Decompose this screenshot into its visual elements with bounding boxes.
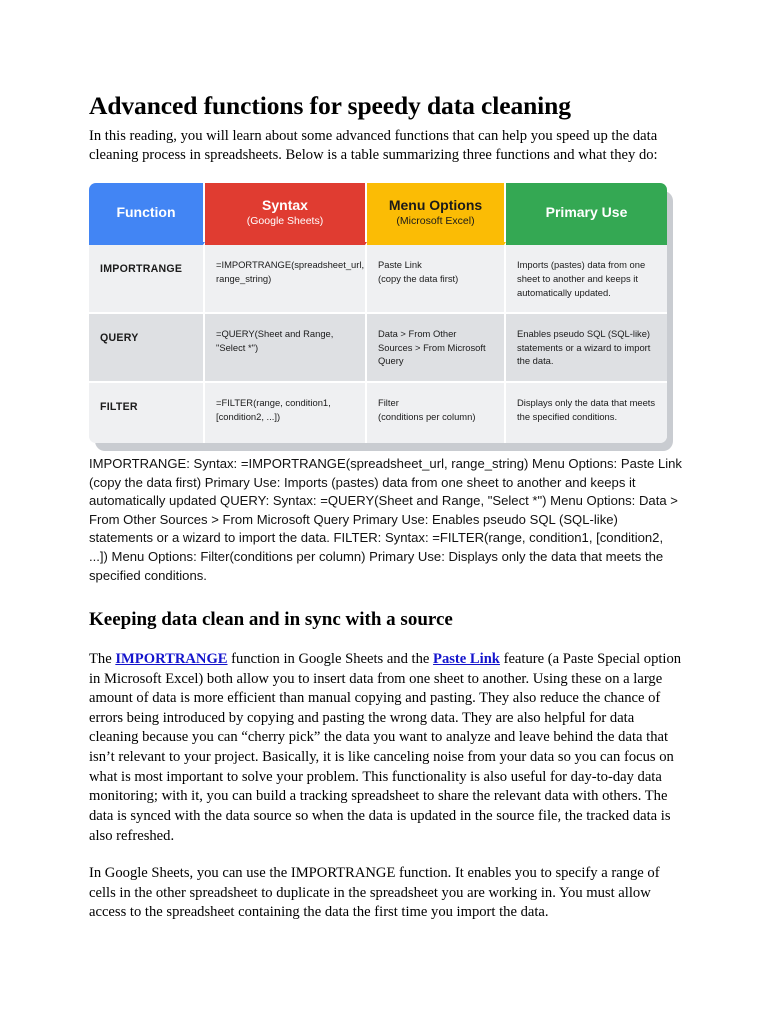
cell-menu-options: Paste Link (copy the data first) — [367, 242, 506, 312]
table-header-row — [89, 183, 667, 242]
paste-link-link[interactable]: Paste Link — [433, 650, 500, 667]
importrange-link[interactable]: IMPORTRANGE — [115, 650, 228, 667]
paragraph-text-part-3: feature (a Paste Special option in Microsoft Excel) both allow you to insert data from one sheet to another. Using these on a large amount of data is more efficient than manual copying and pasting. They also reduce the chance of errors being introduced by copying and pasting the wrong data. They are also helpful for data cleaning because you can “cherry pick” the data you want to analyze and leave behind the data that isn’t relevant to your project. Basically, it is like canceling noise from your data so you can focus on what is most important to solve your problem. This functionality is also useful for day-to-day data monitoring; with it, you can build a tracking spreadsheet to share the relevant data with others. The data is synced with the data source so when the data is updated in the source file, the tracked data is also refreshed. — [89, 650, 682, 844]
column-header-menu-options-label: Menu Options — [388, 196, 483, 213]
cell-primary-use: Imports (pastes) data from one sheet to another and keeps it automatically updated. — [506, 242, 667, 312]
document-content — [89, 92, 685, 923]
column-header-menu-options-sublabel: (Microsoft Excel) — [396, 214, 475, 227]
paragraph-text-part-1: The — [89, 650, 116, 667]
column-header-syntax — [205, 183, 367, 242]
body-paragraph-1 — [89, 650, 685, 846]
column-header-primary-use — [506, 183, 667, 242]
column-header-syntax-label: Syntax — [262, 196, 308, 213]
cell-primary-use: Enables pseudo SQL (SQL-like) statements or a wizard to import the data. — [506, 312, 667, 381]
body-paragraph-2: In Google Sheets, you can use the IMPORTRANGE function. It enables you to specify a range of cells in the other spreadsheet to duplicate in the spreadsheet you are working in. You must allow access to the spreadsheet containing the data the first time you import the data. — [89, 865, 660, 921]
cell-function-name: FILTER — [89, 381, 205, 443]
functions-table — [89, 183, 667, 443]
section-heading: Keeping data clean and in sync with a source — [89, 609, 453, 631]
functions-table-container — [89, 183, 667, 443]
table-row — [89, 242, 667, 312]
cell-syntax: =FILTER(range, condition1, [condition2, ...]) — [205, 381, 367, 443]
table-row — [89, 312, 667, 381]
cell-syntax: =QUERY(Sheet and Range, "Select *") — [205, 312, 367, 381]
column-header-function — [89, 183, 205, 242]
column-header-menu-options — [367, 183, 506, 242]
cell-menu-options: Filter (conditions per column) — [367, 381, 506, 443]
table-alt-text: IMPORTRANGE: Syntax: =IMPORTRANGE(spreadsheet_url, range_string) Menu Options: Paste Link (copy the data first) Primary Use: Imports (pastes) data from one sheet to another and keeps it automatically updated QUERY: Syntax: =QUERY(Sheet and Range, "Select *") Menu Options: Data > From Other Sources > From Microsoft Query Primary Use: Enables pseudo SQL (SQL-like) statements or a wizard to import the data. FILTER: Syntax: =FILTER(range, condition1, [condition2, ...]) Menu Options: Filter(conditions per column) Primary Use: Displays only the data that meets the specified conditions. — [89, 456, 682, 583]
cell-menu-options: Data > From Other Sources > From Microsoft Query — [367, 312, 506, 381]
column-header-function-label: Function — [116, 204, 176, 221]
paragraph-text-part-2: function in Google Sheets and the — [227, 650, 434, 667]
column-header-primary-use-label: Primary Use — [545, 204, 628, 221]
column-header-syntax-sublabel: (Google Sheets) — [246, 214, 324, 227]
cell-syntax: =IMPORTRANGE(spreadsheet_url, range_string) — [205, 242, 367, 312]
page-title: Advanced functions for speedy data cleaning — [89, 91, 571, 120]
cell-function-name: IMPORTRANGE — [89, 242, 205, 312]
table-row — [89, 381, 667, 443]
cell-function-name: QUERY — [89, 312, 205, 381]
intro-paragraph: In this reading, you will learn about some advanced functions that can help you speed up the data cleaning process in spreadsheets. Below is a table summarizing three functions and what they do: — [89, 127, 658, 163]
table-body — [89, 242, 667, 443]
cell-primary-use: Displays only the data that meets the specified conditions. — [506, 381, 667, 443]
